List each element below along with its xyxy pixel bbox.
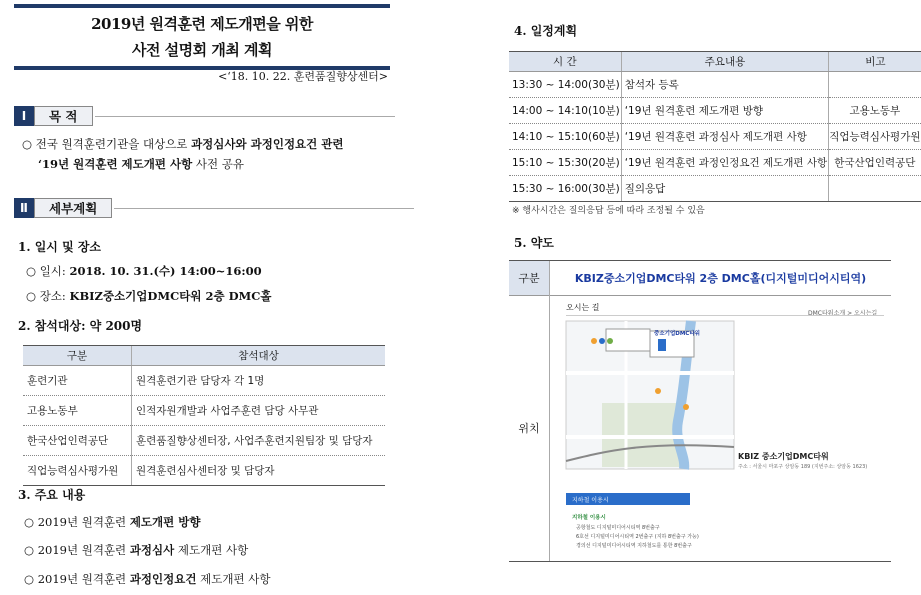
- section-header-details: [14, 198, 414, 218]
- content-suffix: 제도개편 사항: [196, 572, 271, 586]
- table-cell: 13:30 ~ 14:00(30분): [509, 72, 621, 98]
- content-text: ○ 2019년 원격훈련: [24, 543, 130, 557]
- table-row: [23, 366, 385, 396]
- place-line: [26, 288, 272, 304]
- table-cell: 직업능력심사평가원: [829, 124, 921, 150]
- table-cell: 훈련기관: [23, 366, 132, 396]
- table-cell: 원격훈련기관 담당자 각 1명: [132, 366, 386, 396]
- heading-attendees: 2. 참석대상: 약 200명: [18, 319, 143, 333]
- content-item: [24, 571, 270, 587]
- subway-line: 6호선 디지털미디어시티역 2번출구 (지하 8번출구 가능): [576, 534, 699, 540]
- date-line: <‘18. 10. 22. 훈련품질향상센터>: [218, 70, 388, 83]
- map-container: [550, 295, 891, 561]
- map-header-key: 구분: [509, 261, 550, 295]
- time-line: [26, 263, 262, 279]
- section-rule: [95, 116, 395, 117]
- table-cell: 원격훈련심사센터장 및 담당자: [132, 456, 386, 486]
- table-cell: ‘19년 원격훈련 제도개편 방향: [621, 98, 828, 124]
- table-cell: 인적자원개발과 사업주훈련 담당 사무관: [132, 396, 386, 426]
- map-body-key: 위치: [509, 295, 550, 561]
- map-caption: 오시는 길: [566, 303, 600, 312]
- map-body-row: [509, 295, 891, 561]
- table-row: [509, 150, 921, 176]
- table-cell: [829, 72, 921, 98]
- table-row: [509, 72, 921, 98]
- building-label: 중소기업DMC타워: [654, 331, 700, 337]
- map-table: [509, 260, 891, 562]
- map-breadcrumb: DMC타워소개 > 오시는길: [808, 310, 878, 317]
- purpose-bold-2: ‘19년 원격훈련 제도개편 사항: [38, 157, 193, 171]
- table-cell: 15:10 ~ 15:30(20분): [509, 150, 621, 176]
- section-label: 세부계획: [34, 198, 112, 218]
- schedule-table: [509, 51, 921, 202]
- map-header-value: KBIZ중소기업DMC타워 2층 DMC홀(디지털미디어시티역): [574, 272, 867, 285]
- table-row: [509, 176, 921, 202]
- purpose-line-1: [22, 136, 344, 152]
- content-text: ○ 2019년 원격훈련: [24, 515, 130, 529]
- heading-contents: 3. 주요 내용: [18, 488, 86, 502]
- document-title: [14, 4, 390, 70]
- brand-name: KBIZ 중소기업DMC타워: [738, 452, 829, 461]
- place-value: KBIZ중소기업DMC타워 2층 DMC홀: [69, 289, 272, 303]
- subway-tab[interactable]: 지하철 이용시: [566, 493, 690, 505]
- table-cell: 훈련품질향상센터장, 사업주훈련지원팀장 및 담당자: [132, 426, 386, 456]
- title-line-2: 사전 설명회 개최 계획: [131, 41, 273, 59]
- content-text: ○ 2019년 원격훈련: [24, 572, 130, 586]
- table-cell: 질의응답: [621, 176, 828, 202]
- time-value: 2018. 10. 31.(수) 14:00~16:00: [69, 264, 262, 278]
- table-cell: 직업능력심사평가원: [23, 456, 132, 486]
- table-cell: 고용노동부: [23, 396, 132, 426]
- address: 주소 : 서울시 마포구 상암동 189 (지번주소: 상암동 1623): [738, 464, 868, 470]
- table-row: [23, 456, 385, 486]
- map-drawing: [566, 321, 734, 469]
- content-suffix: 제도개편 사항: [174, 543, 249, 557]
- table-row: [23, 426, 385, 456]
- table-cell: ‘19년 원격훈련 과정인정요건 제도개편 사항: [621, 150, 828, 176]
- place-label: ○ 장소:: [26, 289, 70, 303]
- section-number: Ⅰ: [14, 106, 34, 126]
- purpose-line-2: [38, 156, 244, 172]
- table-row: [509, 124, 921, 150]
- purpose-text-2: 사전 공유: [192, 157, 244, 171]
- purpose-bold: 과정심사와 과정인정요건 관련: [191, 137, 344, 151]
- subway-line: 경의선 디지털미디어시티역 지하철도를 통한 8번출구: [576, 543, 692, 549]
- section-rule: [114, 208, 414, 209]
- section-number: Ⅱ: [14, 198, 34, 218]
- table-cell: 고용노동부: [829, 98, 921, 124]
- title-line-1: 2019년 원격훈련 제도개편을 위한: [91, 15, 313, 33]
- content-bold: 과정인정요건: [129, 572, 197, 586]
- table-cell: 한국산업인력공단: [23, 426, 132, 456]
- column-header: 주요내용: [621, 52, 828, 72]
- table-cell: ‘19년 원격훈련 과정심사 제도개편 사항: [621, 124, 828, 150]
- table-row: [23, 396, 385, 426]
- column-header: 참석대상: [132, 346, 386, 366]
- table-cell: [829, 176, 921, 202]
- column-header: 구분: [23, 346, 132, 366]
- column-header: 시 간: [509, 52, 621, 72]
- content-item: [24, 542, 248, 558]
- subway-line: 공항철도 디지털미디어시티역 8번출구: [576, 525, 660, 531]
- subway-heading: 지하철 이용시: [572, 515, 606, 521]
- section-label: 목 적: [34, 106, 93, 126]
- schedule-note: ※ 행사시간은 질의응답 등에 따라 조정될 수 있음: [512, 206, 705, 216]
- time-label: ○ 일시:: [26, 264, 70, 278]
- column-header: 비고: [829, 52, 921, 72]
- table-cell: 한국산업인력공단: [829, 150, 921, 176]
- section-header-purpose: [14, 106, 395, 126]
- attendees-table: [23, 345, 385, 486]
- heading-map: 5. 약도: [514, 236, 554, 250]
- table-cell: 참석자 등록: [621, 72, 828, 98]
- heading-time-place: 1. 일시 및 장소: [18, 240, 102, 254]
- purpose-text: ○ 전국 원격훈련기관을 대상으로: [22, 137, 192, 151]
- table-row: [509, 98, 921, 124]
- content-item: [24, 514, 200, 530]
- content-bold: 제도개편 방향: [129, 515, 201, 529]
- heading-schedule: 4. 일정계획: [514, 24, 578, 38]
- table-cell: 14:00 ~ 14:10(10분): [509, 98, 621, 124]
- table-cell: 14:10 ~ 15:10(60분): [509, 124, 621, 150]
- map-header-row: [509, 261, 891, 296]
- map-divider: [566, 315, 884, 316]
- content-bold: 과정심사: [129, 543, 175, 557]
- table-cell: 15:30 ~ 16:00(30분): [509, 176, 621, 202]
